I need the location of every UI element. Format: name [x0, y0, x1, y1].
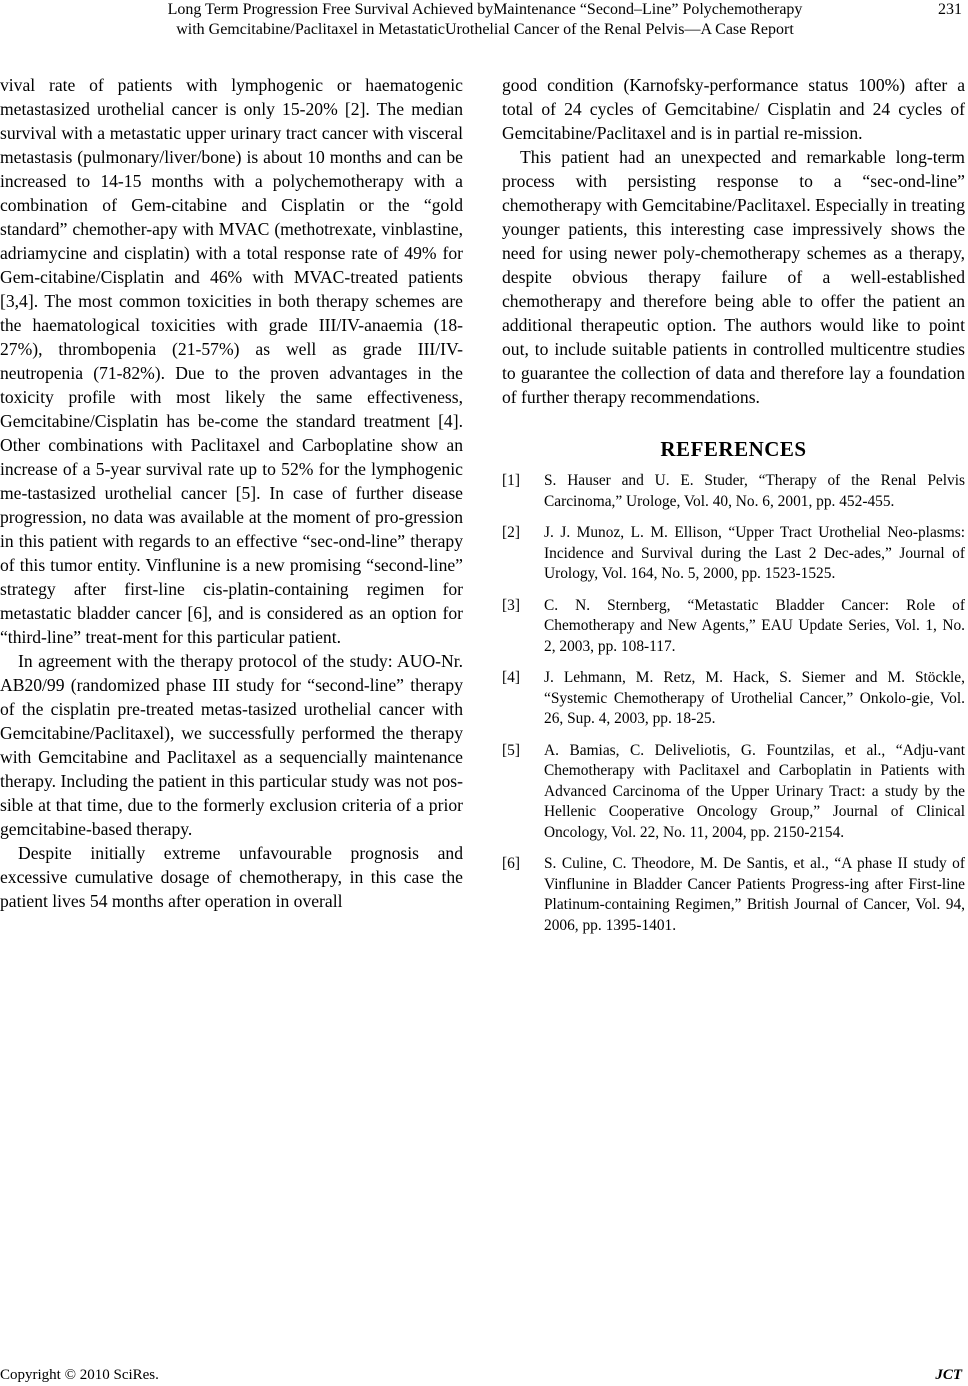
reference-item [502, 854, 965, 936]
reference-number: [6] [502, 855, 520, 872]
right-paragraph-1: good condition (Karnofsky-performance status 100%) after a total of 24 cycles of Gemcitabine/ Cisplatin and 24 cycles of Gemcitabine/Paclitaxel and is in partial re-mission. [502, 75, 965, 143]
reference-number: [4] [502, 669, 520, 686]
right-paragraph-2: This patient had an unexpected and remarkable long-term process with persisting response to a “sec-ond-line” chemotherapy with Gemcitabine/Paclitaxel. Especially in treating younger patients, this interesting case impressively shows the need for using newer poly-chemotherapy schemes as a therapy, despite obvious therapy failure of a well-established chemotherapy and therefore being able to offer the patient an additional therapeutic option. The authors would like to point out, to include suitable patients in controlled multicentre studies to guarantee the collection of data and therefore lay a foundation of further therapy recommendations. [502, 147, 965, 407]
reference-text: J. Lehmann, M. Retz, M. Hack, S. Siemer and M. Stöckle, “Systemic Chemotherapy of Urothelial Cancer,” Onkolo-gie, Vol. 26, Sup. 4, 2003, pp. 18-25. [544, 669, 965, 727]
reference-number: [2] [502, 524, 520, 541]
reference-item [502, 471, 965, 512]
left-paragraph-2: In agreement with the therapy protocol of the study: AUO-Nr. AB20/99 (randomized phase III study for “second-line” therapy of the cisplatin pre-treated metas-tasized urothelial cancer with Gemcitabine/Paclitaxel), we successfully performed the therapy with Gemcitabine and Paclitaxel as a sequencially maintenance therapy. Including the patient in this particular study was not pos-sible at that time, due to the formerly exclusion criteria of a prior gemcitabine-based therapy. [0, 651, 463, 839]
reference-item [502, 668, 965, 730]
references-heading: REFERENCES [660, 437, 807, 461]
reference-text: S. Hauser and U. E. Studer, “Therapy of the Renal Pelvis Carcinoma,” Urologe, Vol. 40, No. 6, 2001, pp. 452-455. [544, 472, 965, 510]
reference-text: J. J. Munoz, L. M. Ellison, “Upper Tract Urothelial Neo-plasms: Incidence and Survival during the Last 2 Dec-ades,” Journal of Urology, Vol. 164, No. 5, 2000, pp. 1523-1525. [544, 524, 965, 582]
reference-item [502, 596, 965, 658]
page-number: 231 [938, 1, 962, 18]
reference-text: C. N. Sternberg, “Metastatic Bladder Cancer: Role of Chemotherapy and New Agents,” EAU Update Series, Vol. 1, No. 2, 2003, pp. 108-117. [544, 596, 965, 655]
reference-item [502, 523, 965, 585]
reference-number: [1] [502, 472, 520, 489]
reference-item [502, 741, 965, 844]
reference-text: A. Bamias, C. Deliveliotis, G. Fountzilas, et al., “Adju-vant Chemotherapy with Paclitaxel and Carboplatin in Patients with Advanced Carcinoma of the Upper Urinary Tract: a study by the Hellenic Cooperative Oncology Group,” Journal of Clinical Oncology, Vol. 22, No. 11, 2004, pp. 2150-2154. [544, 741, 965, 841]
reference-number: [3] [502, 596, 520, 614]
running-header [60, 0, 910, 40]
reference-list [502, 471, 965, 936]
header-line-2: with Gemcitabine/Paclitaxel in MetastaticUrothelial Cancer of the Renal Pelvis—A Case Report [176, 21, 794, 38]
left-paragraph-1: vival rate of patients with lymphogenic or haematogenic metastasized urothelial cancer is only 15-20% [2]. The median survival with a metastatic upper urinary tract cancer with visceral metastasis (pulmonary/liver/bone) is about 10 months and can be increased to 14-15 months with a polychemotherapy with a combination of Gem-citabine and Cisplatin or the “gold standard” chemother-apy with MVAC (methotrexate, vinblastine, adriamycine and cisplatin) with a total response rate of 49% for Gem-citabine/Cisplatin and 46% with MVAC-treated patients [3,4]. The most common toxicities in both therapy schemes are the haematological toxicities with grade III/IV-anaemia (18-27%), thrombopenia (21-57%) as well as grade III/IV-neutropenia (71-82%). Due to the proven advantages in the toxicity profile with most likely the same effectiveness, Gemcitabine/Cisplatin has be-come the standard treatment [4]. Other combinations with Paclitaxel and Carboplatine show an increase of a 5-year survival rate up to 52% for the lymphogenic me-tastasized urothelial cancer [5]. In case of further disease progression, no data was available at the moment of pro-gression in this patient with regards to an effective “sec-ond-line” therapy of this tumor entity. Vinflunine is a new promising “second-line” strategy after first-line cis-platin-containing regimen for metastatic bladder cancer [6], and is considered as an option for “third-line” treat-ment for this particular patient. [0, 75, 463, 647]
copyright-footer: Copyright © 2010 SciRes. [0, 1367, 159, 1383]
left-paragraph-3: Despite initially extreme unfavourable prognosis and excessive cumulative dosage of chemotherapy, in this case the patient lives 54 months after operation in overall [0, 843, 463, 911]
right-column [502, 73, 965, 947]
header-line-1: Long Term Progression Free Survival Achieved byMaintenance “Second–Line” Polychemotherapy [167, 1, 803, 18]
reference-text: S. Culine, C. Theodore, M. De Santis, et al., “A phase II study of Vinflunine in Bladder Cancer Patients Progress-ing after First-line Platinum-containing Regimen,” British Journal of Cancer, Vol. 94, 2006, pp. 1395-1401. [544, 855, 965, 934]
reference-number: [5] [502, 741, 520, 759]
left-column [0, 73, 463, 913]
journal-abbreviation: JCT [935, 1367, 962, 1383]
